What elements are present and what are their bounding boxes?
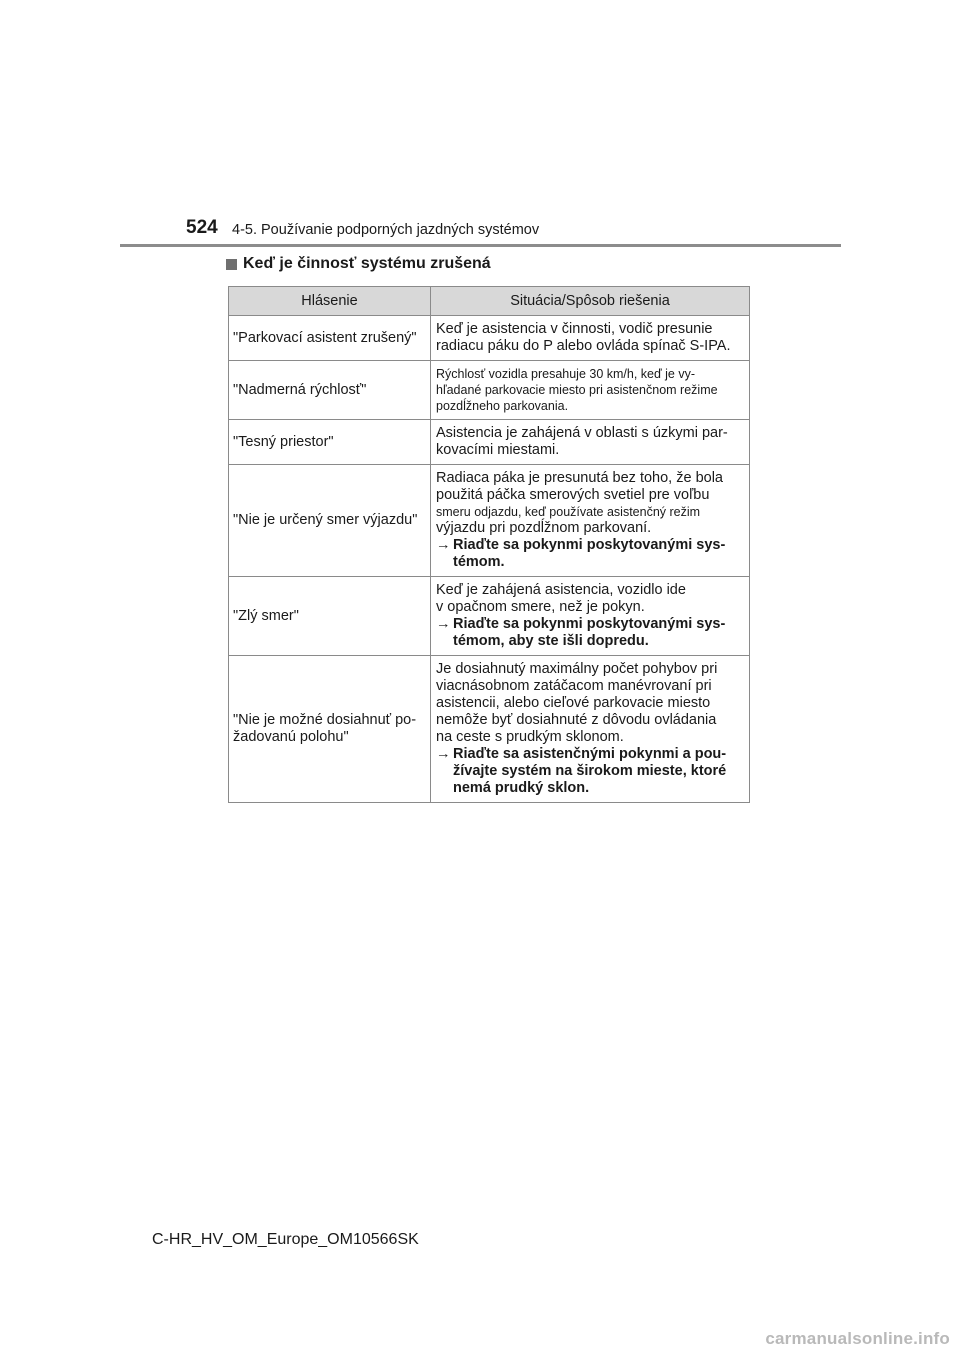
section-heading-text: Keď je činnosť systému zrušená	[243, 255, 491, 272]
situation-text: viacnásobnom zatáčacom manévrovaní pri	[436, 678, 712, 694]
situation-text: Keď je asistencia v činnosti, vodič presunie radiacu páku do P alebo ovláda spínač S-IPA.	[436, 321, 731, 354]
action-text: Riaďte sa asistenčnými pokynmi a pou- žívajte systém na širokom mieste, ktoré nemá prudký sklon.	[453, 746, 727, 796]
message-cell: "Parkovací asistent zrušený"	[229, 316, 431, 361]
situation-cell	[431, 577, 750, 656]
situation-text: Radiaca páka je presunutá bez toho, že bola	[436, 470, 723, 486]
table-row	[229, 316, 750, 361]
situation-text: kovacími miestami.	[436, 442, 560, 458]
situation-text: Asistencia je zahájená v oblasti s úzkymi par-	[436, 425, 728, 441]
situation-text: Rýchlosť vozidla presahuje 30 km/h, keď je vy-	[436, 367, 696, 381]
situation-cell	[431, 361, 750, 420]
situation-text: Je dosiahnutý maximálny počet pohybov pri	[436, 661, 718, 677]
chapter-title: 4-5. Používanie podporných jazdných systémov	[232, 222, 540, 238]
message-cell: "Nie je určený smer výjazdu"	[229, 465, 431, 577]
action-instruction	[436, 746, 745, 797]
message-cell: "Nadmerná rýchlosť"	[229, 361, 431, 420]
table-row	[229, 465, 750, 577]
situation-text: Keď je zahájená asistencia, vozidlo ide	[436, 582, 686, 598]
action-instruction	[436, 537, 745, 571]
situation-cell	[431, 420, 750, 465]
situation-text: hľadané parkovacie miesto pri asistenčnom režime	[436, 383, 718, 397]
situation-text: v opačnom smere, než je pokyn.	[436, 599, 645, 615]
situation-text: pozdĺžneho parkovania.	[436, 399, 569, 413]
document-id: C-HR_HV_OM_Europe_OM10566SK	[152, 1231, 419, 1248]
table-row	[229, 361, 750, 420]
action-instruction	[436, 616, 745, 650]
situation-text: použitá páčka smerových svetiel pre voľbu	[436, 487, 710, 503]
header-divider	[120, 244, 841, 247]
page-number: 524	[186, 217, 218, 238]
messages-table	[228, 286, 750, 803]
message-cell: "Nie je možné dosiahnuť po- žadovanú polohu"	[229, 656, 431, 803]
table-header-row	[229, 287, 750, 316]
situation-text: na ceste s prudkým sklonom.	[436, 729, 624, 745]
situation-text: asistencii, alebo cieľové parkovacie miesto	[436, 695, 711, 711]
table-row	[229, 420, 750, 465]
situation-text: výjazdu pri pozdĺžnom parkovaní.	[436, 520, 652, 536]
action-text: Riaďte sa pokynmi poskytovanými sys- témom.	[453, 537, 726, 570]
message-cell: "Tesný priestor"	[229, 420, 431, 465]
situation-text: smeru odjazdu, keď používate asistenčný režim	[436, 505, 701, 519]
situation-cell	[431, 656, 750, 803]
situation-cell	[431, 465, 750, 577]
table-row	[229, 656, 750, 803]
arrow-right-icon: →	[436, 746, 451, 762]
column-header-situation: Situácia/Spôsob riešenia	[431, 287, 750, 316]
message-cell: "Zlý smer"	[229, 577, 431, 656]
situation-text: nemôže byť dosiahnuté z dôvodu ovládania	[436, 712, 717, 728]
arrow-right-icon: →	[436, 616, 451, 632]
column-header-message: Hlásenie	[229, 287, 431, 316]
situation-cell	[431, 316, 750, 361]
arrow-right-icon: →	[436, 537, 451, 553]
square-bullet-icon	[226, 259, 237, 270]
action-text: Riaďte sa pokynmi poskytovanými sys- témom, aby ste išli dopredu.	[453, 616, 726, 649]
table-row	[229, 577, 750, 656]
section-heading	[226, 255, 491, 273]
watermark-link[interactable]: carmanualsonline.info	[765, 1329, 950, 1348]
